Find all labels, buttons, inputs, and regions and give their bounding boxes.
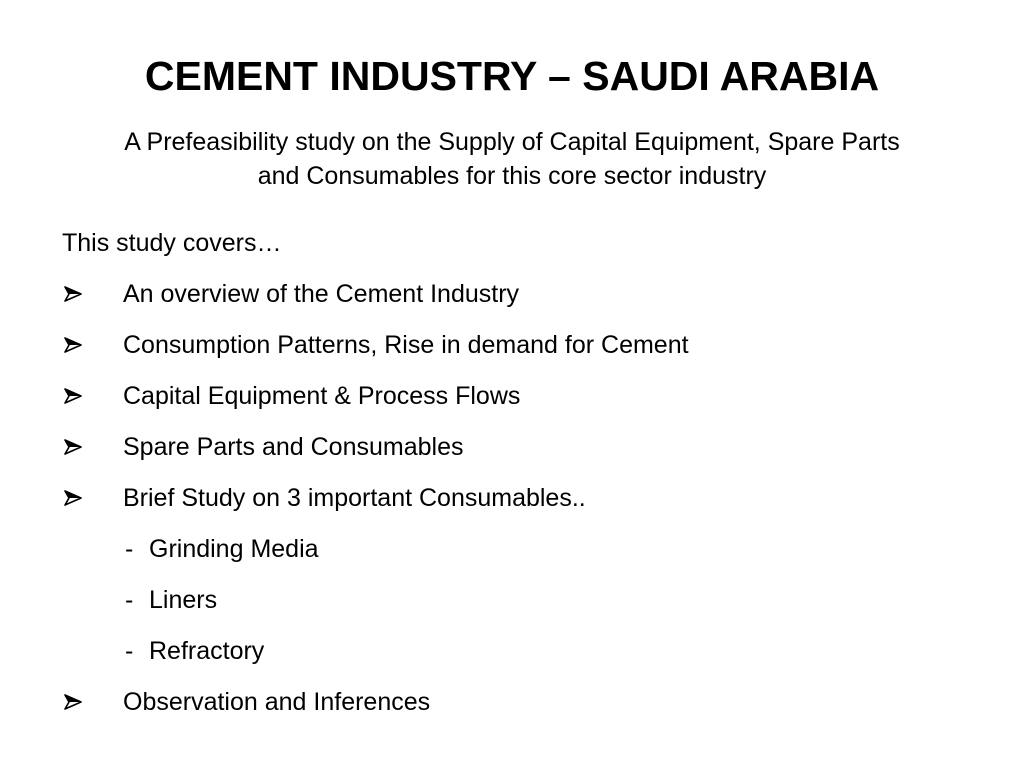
list-item-label: Consumption Patterns, Rise in demand for Cement [123, 331, 689, 359]
intro-text: This study covers… [62, 229, 282, 257]
sub-list-item-content [125, 532, 319, 566]
arrowhead-bullet-icon [64, 685, 84, 719]
slide-title: CEMENT INDUSTRY – SAUDI ARABIA [144, 53, 880, 99]
arrowhead-bullet-icon [64, 379, 84, 413]
sub-list-item-content [125, 634, 264, 668]
list-item-label: Spare Parts and Consumables [123, 433, 464, 461]
list-item-label: Brief Study on 3 important Consumables.. [123, 484, 586, 512]
arrowhead-bullet-icon [64, 277, 84, 311]
list-item-label: Observation and Inferences [123, 688, 431, 716]
slide-subtitle [40, 125, 984, 193]
subtitle-line-2: and Consumables for this core sector industry [257, 162, 767, 190]
list-item-label: An overview of the Cement Industry [123, 280, 520, 308]
sub-list-item-label: Liners [149, 586, 218, 614]
arrowhead-bullet-icon [64, 481, 84, 515]
arrowhead-bullet-icon [64, 430, 84, 464]
sub-list-item-label: Grinding Media [149, 535, 319, 563]
dash-marker: - [125, 637, 134, 665]
sub-list-item-content [125, 583, 217, 617]
subtitle-line-1: A Prefeasibility study on the Supply of Capital Equipment, Spare Parts [124, 128, 900, 156]
list-item-label: Capital Equipment & Process Flows [123, 382, 521, 410]
dash-marker: - [125, 586, 134, 614]
dash-marker: - [125, 535, 134, 563]
sub-list-item-label: Refractory [149, 637, 265, 665]
arrowhead-bullet-icon [64, 328, 84, 362]
